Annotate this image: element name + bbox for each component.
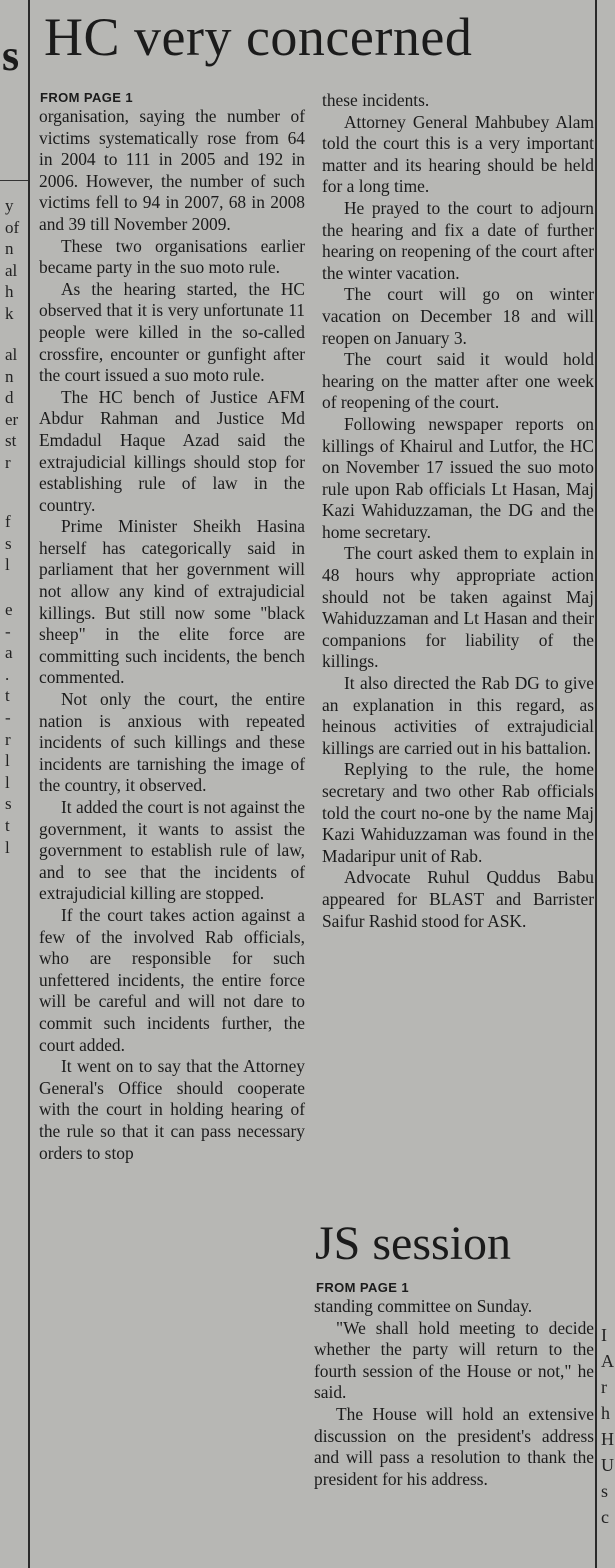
cropped-text-fragment: al — [5, 345, 18, 364]
continuation-kicker: FROM PAGE 1 — [40, 90, 134, 105]
cropped-headline-letter: s — [2, 31, 20, 80]
cropped-text-fragment: I — [601, 1325, 607, 1345]
cropped-text-fragment: c — [601, 1507, 609, 1527]
paragraph: The court will go on winter vacation on December 18 and will reopen on January 3. — [322, 284, 594, 348]
subheadline: JS session — [315, 1217, 512, 1270]
cropped-text-fragment: U — [601, 1455, 614, 1475]
paragraph: The House will hold an extensive discussion on the president's address and will pass a resolution to thank the president for his address. — [314, 1403, 594, 1489]
adjacent-column-right — [595, 0, 615, 1568]
continuation-kicker-2: FROM PAGE 1 — [316, 1280, 410, 1295]
paragraph: Replying to the rule, the home secretary and two other Rab officials told the court no-one by the name Maj Kazi Wahiduzzaman was found in the Madaripur unit of Rab. — [322, 759, 594, 866]
article-column-2 — [322, 90, 594, 932]
cropped-text-fragment: al — [5, 260, 18, 280]
cropped-text-fragment: h — [5, 282, 14, 302]
cropped-text-fragment: n — [5, 366, 14, 386]
cropped-text-fragment: k — [5, 304, 14, 323]
cropped-text-fragment: - — [5, 708, 11, 727]
cropped-text-fragment: of — [5, 217, 20, 237]
cropped-text-fragment: e — [5, 600, 13, 619]
cropped-text-fragment: y — [5, 196, 14, 215]
adjacent-column-left — [0, 0, 30, 1568]
cropped-text-fragment: l — [5, 772, 10, 792]
paragraph: "We shall hold meeting to decide whether the party will return to the fourth session of the House or not," he said. — [314, 1317, 594, 1403]
cropped-text-fragment: h — [601, 1403, 610, 1423]
cropped-text-fragment: l — [5, 555, 10, 575]
paragraph: these incidents. — [322, 90, 430, 110]
cropped-text-fragment: . — [5, 664, 10, 684]
cropped-text-fragment: A — [601, 1351, 614, 1371]
paragraph: He prayed to the court to adjourn the hearing and fix a date of further hearing on reopening of the court after the winter vacation. — [322, 197, 594, 283]
cropped-text-fragment: H — [601, 1429, 614, 1449]
paragraph: These two organisations earlier became party in the suo moto rule. — [39, 235, 305, 278]
paragraph: It went on to say that the Attorney General's Office should cooperate with the court in holding hearing of the rule so that it can pass necessary orders to stop — [39, 1056, 305, 1163]
cropped-text-fragment: - — [5, 621, 11, 641]
paragraph: The HC bench of Justice AFM Abdur Rahman and Justice Md Emdadul Haque Azad said the extrajudicial killings should stop for establishing rule of law in the country. — [39, 386, 305, 515]
column-rule — [0, 180, 28, 181]
paragraph: The court said it would hold hearing on the matter after one week of reopening of the court. — [322, 349, 594, 413]
headline: HC very concerned — [44, 7, 473, 67]
cropped-text-fragment: r — [5, 729, 11, 749]
cropped-text-fragment: s — [5, 533, 12, 553]
cropped-text-fragment: s — [601, 1481, 609, 1501]
paragraph: The court asked them to explain in 48 hours why appropriate action should not be taken against Maj Wahiduzzaman and Lt Hasan and their companions for liability of the killings. — [322, 543, 594, 672]
cropped-text-fragment: n — [5, 239, 14, 259]
paragraph: Not only the court, the entire nation is anxious with repeated incidents of such killings and these incidents are tarnishing the image of the country, it observed. — [39, 689, 305, 796]
cropped-text-fragment: t — [5, 686, 10, 706]
paragraph: As the hearing started, the HC observed that it is very unfortunate 11 people were killed in the so-called crossfire, encounter or gunfight after the court issued a suo moto rule. — [39, 278, 305, 386]
paragraph: standing committee on Sunday. — [314, 1296, 533, 1316]
paragraph: It also directed the Rab DG to give an explanation in this regard, as heinous activities of extrajudicial killings are carried out in his battalion. — [322, 673, 594, 758]
cropped-text-fragment: er — [5, 409, 19, 429]
cropped-text-fragment: l — [5, 837, 10, 857]
cropped-text-fragment: f — [5, 512, 11, 531]
cropped-text-fragment: r — [5, 453, 11, 472]
paragraph: Following newspaper reports on killings of Khairul and Lutfor, the HC on November 17 issued the suo moto rule upon Rab officials Lt Hasan, Maj Kazi Wahiduzzaman, the DG and the home secretary. — [322, 413, 594, 542]
paragraph: Advocate Ruhul Quddus Babu appeared for BLAST and Barrister Saifur Rashid stood for ASK. — [322, 867, 594, 931]
article-column-1 — [39, 106, 305, 1164]
cropped-text-fragment: s — [5, 794, 12, 814]
cropped-text-fragment: t — [5, 816, 10, 835]
paragraph: If the court takes action against a few of the involved Rab officials, who are responsible for such unfettered incidents, the entire force will be careful and will not dare to commit such incidents further, the court added. — [39, 904, 305, 1055]
paragraph: organisation, saying the number of victims systematically rose from 64 in 2004 to 111 in 2005 and 192 in 2006. However, the number of such victims fell to 94 in 2007, 68 in 2008 and 39 till November 2009. — [39, 106, 305, 234]
cropped-text-fragment: d — [5, 388, 14, 408]
cropped-text-fragment: st — [5, 431, 17, 451]
cropped-text-fragment: l — [5, 751, 10, 771]
paragraph: Prime Minister Sheikh Hasina herself has categorically said in parliament that her government will not allow any kind of extrajudicial killings. But still now some "black sheep" in the elite force are committing such incidents, the bench commented. — [39, 516, 305, 688]
article-column-3 — [314, 1296, 594, 1490]
cropped-text-fragment: a — [5, 643, 13, 663]
paragraph: It added the court is not against the government, it wants to assist the government to establish rule of law, and to see that the incidents of extrajudicial killing are stopped. — [39, 797, 305, 904]
paragraph: Attorney General Mahbubey Alam told the court this is a very important matter and its hearing should be held for a long time. — [322, 111, 594, 197]
cropped-text-fragment: r — [601, 1377, 607, 1397]
